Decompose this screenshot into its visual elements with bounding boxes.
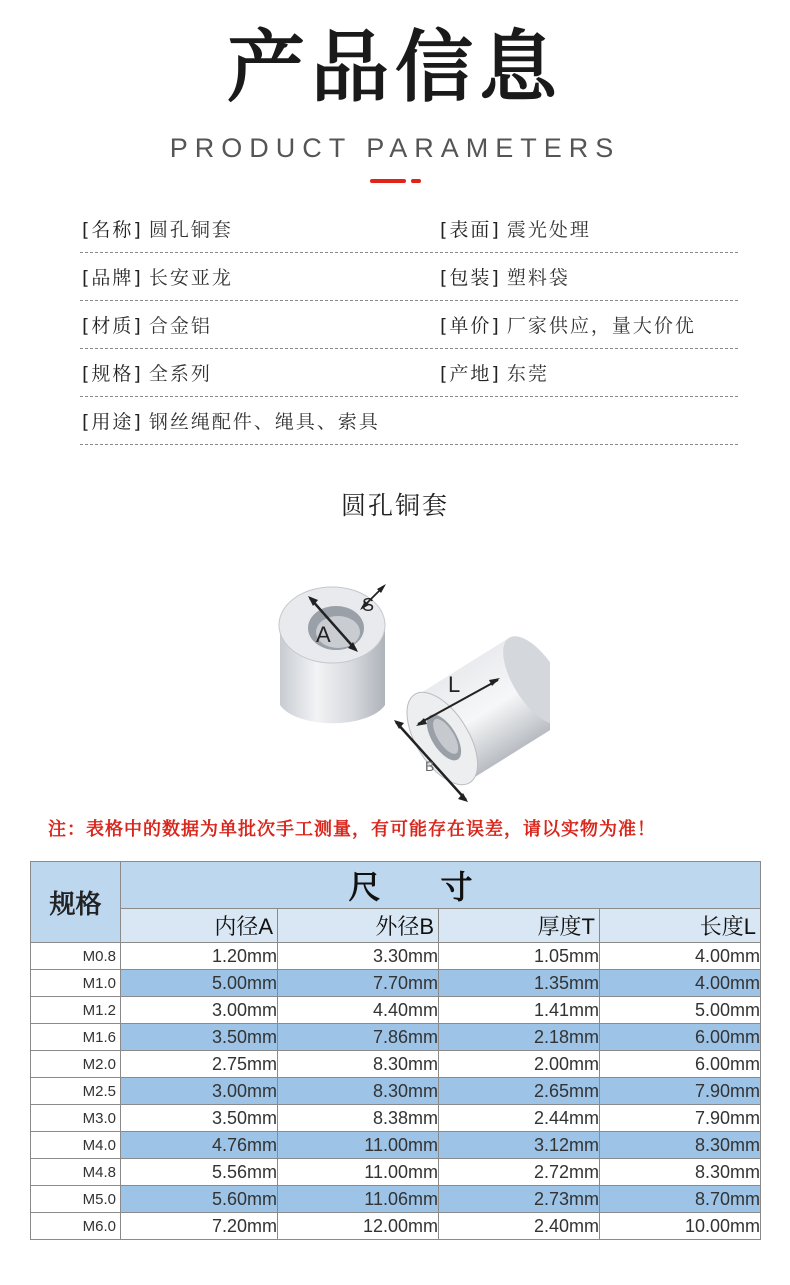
dimension-label-a: A (316, 622, 331, 647)
info-item-price (440, 311, 696, 338)
info-key: [产地] (440, 363, 501, 385)
cell-l: 5.00mm (600, 997, 761, 1024)
cell-t: 2.73mm (439, 1186, 600, 1213)
dimension-label-s: S (362, 595, 375, 615)
cell-a: 3.50mm (121, 1024, 278, 1051)
cell-a: 5.00mm (121, 970, 278, 997)
info-item-material (82, 311, 212, 338)
table-row (31, 997, 761, 1024)
spec-cell: M0.8 (31, 943, 121, 970)
cell-l: 8.30mm (600, 1132, 761, 1159)
table-row (31, 1132, 761, 1159)
title-accent-bar (370, 179, 406, 183)
info-item-usage (82, 407, 380, 434)
cell-a: 1.20mm (121, 943, 278, 970)
spec-table (30, 861, 761, 1240)
info-row (80, 205, 738, 253)
cell-a: 3.00mm (121, 997, 278, 1024)
cell-a: 5.60mm (121, 1186, 278, 1213)
cell-t: 2.72mm (439, 1159, 600, 1186)
column-header-spec: 规格 (31, 862, 121, 943)
cell-t: 2.40mm (439, 1213, 600, 1240)
page-subtitle: PRODUCT PARAMETERS (169, 133, 621, 163)
dimension-label-l: L (448, 672, 461, 697)
cell-b: 8.30mm (278, 1078, 439, 1105)
cell-a: 5.56mm (121, 1159, 278, 1186)
table-header-row (31, 862, 761, 909)
cell-b: 11.00mm (278, 1132, 439, 1159)
spec-cell: M4.8 (31, 1159, 121, 1186)
cell-l: 10.00mm (600, 1213, 761, 1240)
spec-cell: M6.0 (31, 1213, 121, 1240)
info-row (80, 253, 738, 301)
info-item-brand (82, 263, 233, 290)
title-accent-dot (411, 179, 421, 183)
cell-b: 7.70mm (278, 970, 439, 997)
cell-l: 4.00mm (600, 970, 761, 997)
info-item-origin (440, 359, 549, 386)
info-key: [规格] (82, 363, 143, 385)
product-info-list (80, 205, 738, 445)
info-value: 圆孔铜套 (148, 219, 233, 241)
spec-cell: M1.0 (31, 970, 121, 997)
info-key: [单价] (440, 315, 501, 337)
table-row (31, 970, 761, 997)
cell-b: 12.00mm (278, 1213, 439, 1240)
spec-cell: M2.5 (31, 1078, 121, 1105)
info-key: [名称] (82, 219, 143, 241)
table-row (31, 1051, 761, 1078)
spec-cell: M4.0 (31, 1132, 121, 1159)
cell-t: 1.05mm (439, 943, 600, 970)
info-row (80, 397, 738, 445)
info-row (80, 349, 738, 397)
product-name: 圆孔铜套 (340, 491, 449, 520)
info-value: 钢丝绳配件、绳具、索具 (148, 411, 380, 433)
cell-b: 4.40mm (278, 997, 439, 1024)
cell-t: 1.41mm (439, 997, 600, 1024)
info-value: 长安亚龙 (148, 267, 233, 289)
info-item-name (82, 215, 233, 242)
info-value: 东莞 (506, 363, 549, 385)
cell-t: 2.65mm (439, 1078, 600, 1105)
table-row (31, 943, 761, 970)
table-row (31, 1186, 761, 1213)
spec-cell: M5.0 (31, 1186, 121, 1213)
cell-l: 7.90mm (600, 1078, 761, 1105)
info-key: [表面] (440, 219, 501, 241)
column-header-thickness: 厚度T (439, 909, 600, 943)
spec-cell: M3.0 (31, 1105, 121, 1132)
column-header-outer-diameter: 外径B (278, 909, 439, 943)
info-value: 合金铝 (148, 315, 212, 337)
dimension-label-b: B (425, 758, 435, 774)
cell-t: 3.12mm (439, 1132, 600, 1159)
spec-cell: M1.6 (31, 1024, 121, 1051)
spec-cell: M1.2 (31, 997, 121, 1024)
cell-l: 8.70mm (600, 1186, 761, 1213)
table-row (31, 1213, 761, 1240)
cell-t: 1.35mm (439, 970, 600, 997)
info-item-spec (82, 359, 212, 386)
info-value: 塑料袋 (506, 267, 570, 289)
cell-b: 3.30mm (278, 943, 439, 970)
info-value: 震光处理 (506, 219, 591, 241)
table-subheader-row (31, 909, 761, 943)
cell-b: 11.00mm (278, 1159, 439, 1186)
info-item-surface (440, 215, 591, 242)
info-value: 全系列 (148, 363, 212, 385)
cell-l: 4.00mm (600, 943, 761, 970)
cell-a: 4.76mm (121, 1132, 278, 1159)
cell-b: 8.38mm (278, 1105, 439, 1132)
cell-a: 3.00mm (121, 1078, 278, 1105)
spec-cell: M2.0 (31, 1051, 121, 1078)
table-row (31, 1105, 761, 1132)
cell-b: 8.30mm (278, 1051, 439, 1078)
cell-b: 7.86mm (278, 1024, 439, 1051)
cell-t: 2.44mm (439, 1105, 600, 1132)
table-row (31, 1159, 761, 1186)
product-diagram (250, 570, 550, 810)
info-key: [材质] (82, 315, 143, 337)
info-key: [用途] (82, 411, 143, 433)
column-header-size: 尺寸 (121, 862, 761, 909)
info-key: [品牌] (82, 267, 143, 289)
cell-a: 3.50mm (121, 1105, 278, 1132)
info-item-packaging (440, 263, 570, 290)
cell-l: 6.00mm (600, 1024, 761, 1051)
info-row (80, 301, 738, 349)
cell-t: 2.00mm (439, 1051, 600, 1078)
cell-t: 2.18mm (439, 1024, 600, 1051)
sleeve-tilted (393, 624, 550, 796)
info-key: [包装] (440, 267, 501, 289)
cell-b: 11.06mm (278, 1186, 439, 1213)
cell-l: 7.90mm (600, 1105, 761, 1132)
info-value: 厂家供应，量大价优 (506, 315, 696, 337)
table-row (31, 1024, 761, 1051)
table-row (31, 1078, 761, 1105)
measurement-note: 注：表格中的数据为单批次手工测量，有可能存在误差，请以实物为准！ (48, 819, 656, 840)
column-header-length: 长度L (600, 909, 761, 943)
column-header-inner-diameter: 内径A (121, 909, 278, 943)
cell-l: 6.00mm (600, 1051, 761, 1078)
cell-a: 7.20mm (121, 1213, 278, 1240)
cell-a: 2.75mm (121, 1051, 278, 1078)
page-title: 产品信息 (226, 23, 563, 113)
cell-l: 8.30mm (600, 1159, 761, 1186)
